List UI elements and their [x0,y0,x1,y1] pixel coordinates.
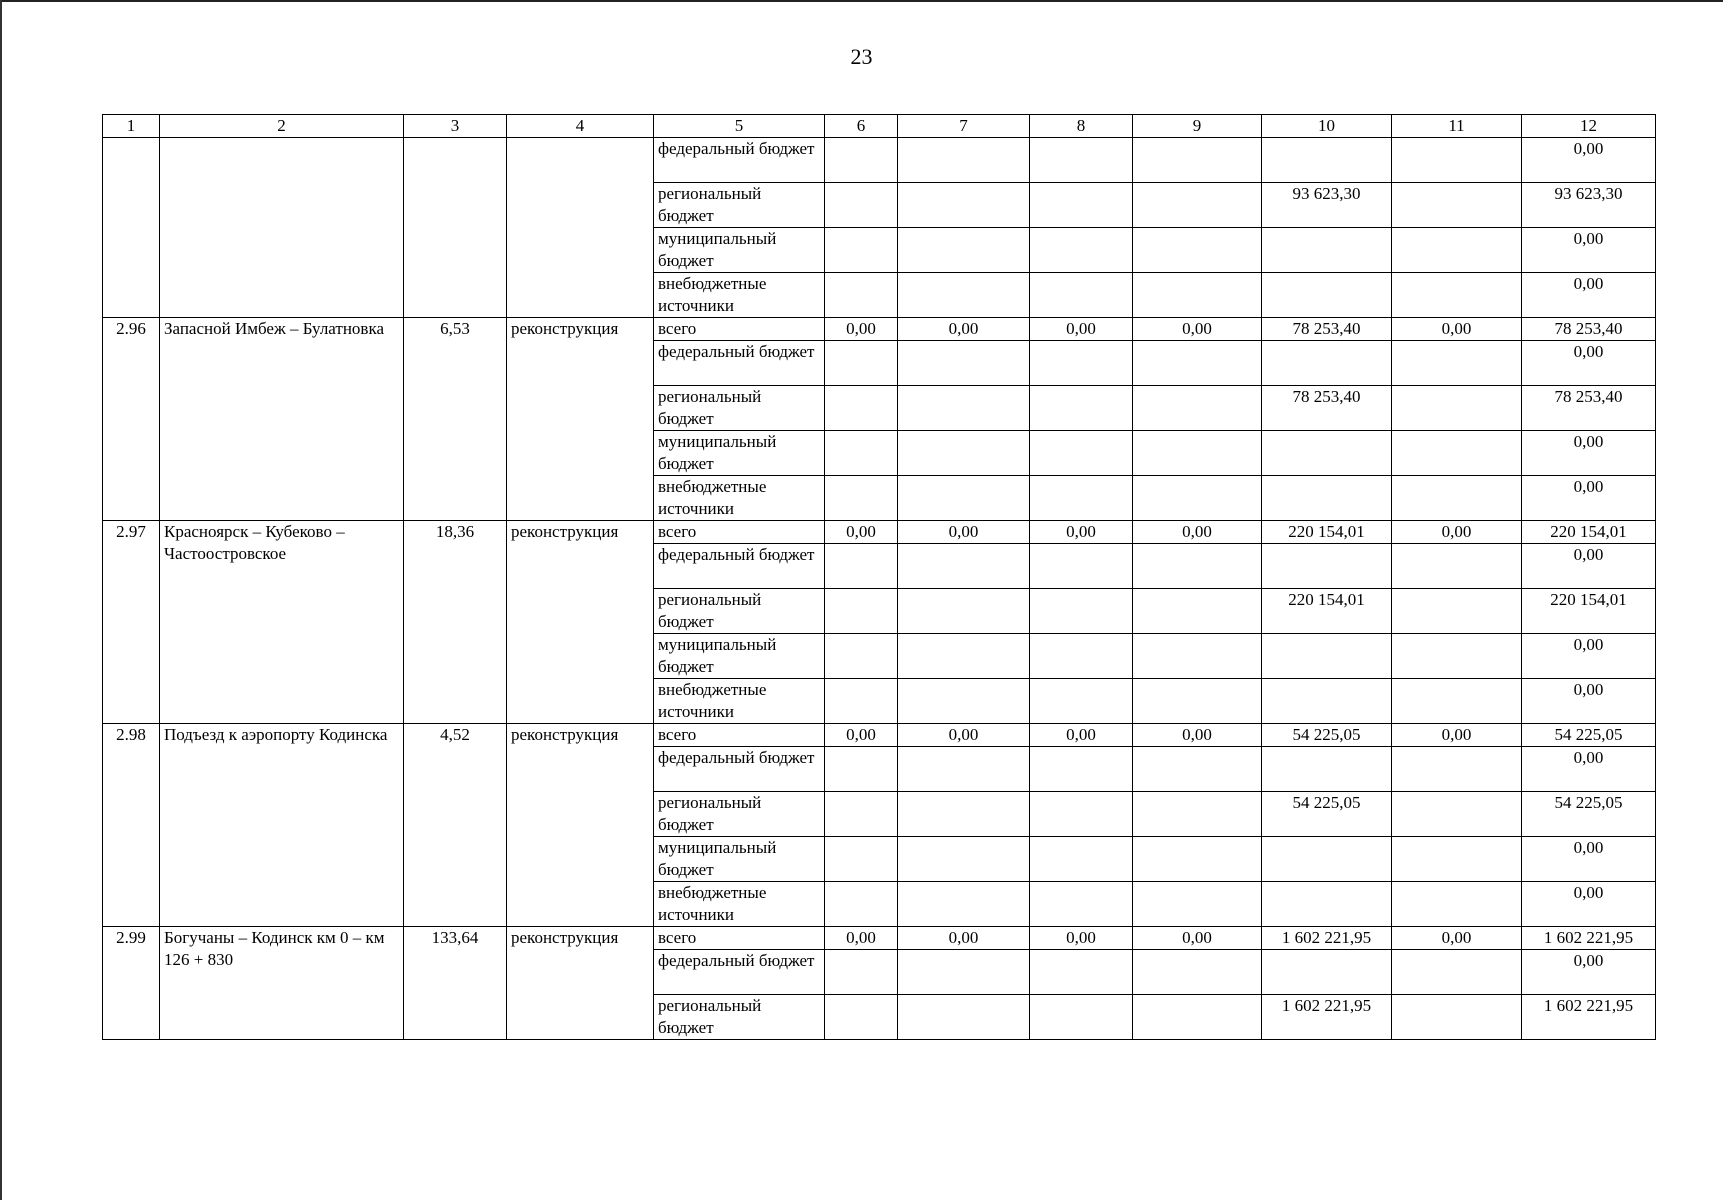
value-cell [898,138,1030,183]
value-cell [1133,995,1262,1040]
value-cell [825,228,898,273]
value-cell [825,747,898,792]
funding-source-cell: муниципальный бюджет [654,431,825,476]
funding-source-cell: всего [654,318,825,341]
table-row [103,138,1656,183]
value-cell [898,341,1030,386]
object-name-cell: Запасной Имбеж – Булатновка [160,318,404,521]
value-cell [1030,341,1133,386]
total-value-cell: 0,00 [1522,837,1656,882]
value-cell: 0,00 [1030,318,1133,341]
value-cell [1262,228,1392,273]
value-cell: 78 253,40 [1262,386,1392,431]
total-value-cell: 0,00 [1522,950,1656,995]
object-number-cell: 2.97 [103,521,160,724]
value-cell: 0,00 [898,724,1030,747]
value-cell [825,837,898,882]
value-cell: 0,00 [1392,927,1522,950]
value-cell [1030,634,1133,679]
value-cell [1262,476,1392,521]
value-cell [825,273,898,318]
total-value-cell: 0,00 [1522,341,1656,386]
funding-source-cell: муниципальный бюджет [654,634,825,679]
total-value-cell: 0,00 [1522,634,1656,679]
value-cell: 0,00 [1030,724,1133,747]
funding-source-cell: муниципальный бюджет [654,837,825,882]
value-cell [1262,679,1392,724]
col-header: 6 [825,115,898,138]
value-cell [898,589,1030,634]
column-numbers-row [103,115,1656,138]
work-type-cell: реконструкция [507,927,654,1040]
col-header: 3 [404,115,507,138]
total-value-cell: 0,00 [1522,273,1656,318]
value-cell [1133,792,1262,837]
value-cell [898,544,1030,589]
object-number-cell [103,138,160,318]
object-length-cell: 6,53 [404,318,507,521]
value-cell [1392,634,1522,679]
value-cell [825,431,898,476]
value-cell [898,634,1030,679]
total-value-cell: 0,00 [1522,544,1656,589]
value-cell: 0,00 [1133,724,1262,747]
value-cell: 93 623,30 [1262,183,1392,228]
value-cell [1392,995,1522,1040]
value-cell [1030,273,1133,318]
object-length-cell: 133,64 [404,927,507,1040]
total-value-cell: 0,00 [1522,228,1656,273]
total-value-cell: 1 602 221,95 [1522,995,1656,1040]
funding-source-cell: региональный бюджет [654,386,825,431]
value-cell [1030,386,1133,431]
value-cell [1133,431,1262,476]
budget-table [102,114,1656,1040]
value-cell: 0,00 [1030,521,1133,544]
funding-source-cell: внебюджетные источники [654,882,825,927]
value-cell [898,792,1030,837]
col-header: 10 [1262,115,1392,138]
value-cell: 0,00 [825,724,898,747]
funding-source-cell: федеральный бюджет [654,950,825,995]
funding-source-cell: федеральный бюджет [654,341,825,386]
value-cell [1392,792,1522,837]
value-cell [1392,273,1522,318]
value-cell [1392,183,1522,228]
value-cell [898,882,1030,927]
funding-source-cell: региональный бюджет [654,995,825,1040]
object-total-row [103,318,1656,341]
value-cell [825,183,898,228]
value-cell [1262,747,1392,792]
value-cell [825,995,898,1040]
value-cell [1030,476,1133,521]
value-cell [1392,138,1522,183]
value-cell [825,138,898,183]
object-name-cell: Красноярск – Кубеково – Частоостровское [160,521,404,724]
total-value-cell: 78 253,40 [1522,386,1656,431]
total-value-cell: 220 154,01 [1522,589,1656,634]
value-cell [1392,386,1522,431]
value-cell [1392,837,1522,882]
value-cell: 0,00 [825,318,898,341]
funding-source-cell: всего [654,927,825,950]
funding-source-cell: федеральный бюджет [654,138,825,183]
value-cell [1392,950,1522,995]
value-cell [825,544,898,589]
value-cell [825,476,898,521]
value-cell: 0,00 [1133,521,1262,544]
value-cell [1030,747,1133,792]
value-cell [1392,882,1522,927]
value-cell [898,228,1030,273]
value-cell [1133,882,1262,927]
value-cell: 0,00 [898,521,1030,544]
object-total-row [103,724,1656,747]
total-value-cell: 54 225,05 [1522,792,1656,837]
value-cell [1262,837,1392,882]
page-top-edge [0,0,1723,2]
value-cell [1133,228,1262,273]
value-cell: 0,00 [898,318,1030,341]
value-cell [898,950,1030,995]
value-cell [1392,589,1522,634]
value-cell [825,589,898,634]
object-length-cell: 4,52 [404,724,507,927]
value-cell: 0,00 [1392,318,1522,341]
total-value-cell: 0,00 [1522,476,1656,521]
funding-source-cell: федеральный бюджет [654,747,825,792]
value-cell [1030,228,1133,273]
work-type-cell: реконструкция [507,318,654,521]
value-cell [1030,138,1133,183]
value-cell: 0,00 [825,927,898,950]
value-cell [1030,882,1133,927]
funding-source-cell: всего [654,521,825,544]
value-cell: 0,00 [1133,318,1262,341]
value-cell [1262,273,1392,318]
funding-source-cell: внебюджетные источники [654,679,825,724]
value-cell: 1 602 221,95 [1522,927,1656,950]
funding-source-cell: федеральный бюджет [654,544,825,589]
value-cell [1133,386,1262,431]
value-cell [1262,882,1392,927]
col-header: 12 [1522,115,1656,138]
value-cell [1030,183,1133,228]
col-header: 5 [654,115,825,138]
total-value-cell: 0,00 [1522,679,1656,724]
total-value-cell: 93 623,30 [1522,183,1656,228]
col-header: 1 [103,115,160,138]
work-type-cell: реконструкция [507,724,654,927]
work-type-cell [507,138,654,318]
funding-source-cell: всего [654,724,825,747]
col-header: 9 [1133,115,1262,138]
value-cell [1133,747,1262,792]
value-cell: 78 253,40 [1522,318,1656,341]
value-cell: 0,00 [1392,521,1522,544]
page-number: 23 [850,44,873,69]
funding-source-cell: региональный бюджет [654,589,825,634]
value-cell [1262,634,1392,679]
object-total-row [103,927,1656,950]
value-cell [1262,138,1392,183]
object-name-cell [160,138,404,318]
value-cell [825,634,898,679]
total-value-cell: 0,00 [1522,747,1656,792]
value-cell: 1 602 221,95 [1262,995,1392,1040]
value-cell [1030,679,1133,724]
total-value-cell: 0,00 [1522,431,1656,476]
value-cell [1133,589,1262,634]
value-cell [1133,183,1262,228]
object-length-cell: 18,36 [404,521,507,724]
value-cell [1030,950,1133,995]
value-cell [898,273,1030,318]
value-cell [898,837,1030,882]
value-cell [898,386,1030,431]
value-cell: 0,00 [1392,724,1522,747]
value-cell [1030,837,1133,882]
funding-source-cell: региональный бюджет [654,183,825,228]
value-cell: 0,00 [825,521,898,544]
value-cell: 54 225,05 [1262,724,1392,747]
value-cell [898,747,1030,792]
object-name-cell: Подъезд к аэропорту Кодинска [160,724,404,927]
value-cell [1030,792,1133,837]
value-cell [1030,544,1133,589]
value-cell [1133,138,1262,183]
value-cell [1133,634,1262,679]
col-header: 7 [898,115,1030,138]
value-cell [1133,544,1262,589]
value-cell: 220 154,01 [1262,589,1392,634]
value-cell [1030,431,1133,476]
value-cell [1133,950,1262,995]
funding-source-cell: муниципальный бюджет [654,228,825,273]
total-value-cell: 0,00 [1522,138,1656,183]
value-cell [1133,679,1262,724]
col-header: 11 [1392,115,1522,138]
value-cell [1030,589,1133,634]
object-number-cell: 2.98 [103,724,160,927]
value-cell [1133,837,1262,882]
value-cell [1030,995,1133,1040]
value-cell [1392,341,1522,386]
value-cell: 220 154,01 [1522,521,1656,544]
col-header: 8 [1030,115,1133,138]
col-header: 4 [507,115,654,138]
value-cell [1262,341,1392,386]
value-cell [1262,544,1392,589]
col-header: 2 [160,115,404,138]
value-cell [898,431,1030,476]
value-cell: 78 253,40 [1262,318,1392,341]
object-name-cell: Богучаны – Кодинск км 0 – км 126 + 830 [160,927,404,1040]
value-cell [1392,431,1522,476]
object-length-cell [404,138,507,318]
value-cell [825,386,898,431]
value-cell [825,341,898,386]
object-total-row [103,521,1656,544]
value-cell [1262,950,1392,995]
work-type-cell: реконструкция [507,521,654,724]
value-cell [1392,679,1522,724]
value-cell: 54 225,05 [1522,724,1656,747]
object-number-cell: 2.96 [103,318,160,521]
value-cell [825,679,898,724]
value-cell: 0,00 [898,927,1030,950]
funding-source-cell: региональный бюджет [654,792,825,837]
value-cell [1133,476,1262,521]
value-cell [898,476,1030,521]
value-cell [1392,228,1522,273]
total-value-cell: 0,00 [1522,882,1656,927]
funding-source-cell: внебюджетные источники [654,476,825,521]
value-cell [825,882,898,927]
value-cell [825,792,898,837]
value-cell [898,679,1030,724]
value-cell: 220 154,01 [1262,521,1392,544]
value-cell [1392,544,1522,589]
value-cell [1392,476,1522,521]
value-cell [1392,747,1522,792]
value-cell: 0,00 [1030,927,1133,950]
value-cell [1133,273,1262,318]
object-number-cell: 2.99 [103,927,160,1040]
value-cell [1262,431,1392,476]
value-cell [825,950,898,995]
value-cell: 54 225,05 [1262,792,1392,837]
value-cell [898,183,1030,228]
value-cell [1133,341,1262,386]
value-cell: 1 602 221,95 [1262,927,1392,950]
value-cell [898,995,1030,1040]
page-left-edge [0,0,2,1200]
value-cell: 0,00 [1133,927,1262,950]
funding-source-cell: внебюджетные источники [654,273,825,318]
